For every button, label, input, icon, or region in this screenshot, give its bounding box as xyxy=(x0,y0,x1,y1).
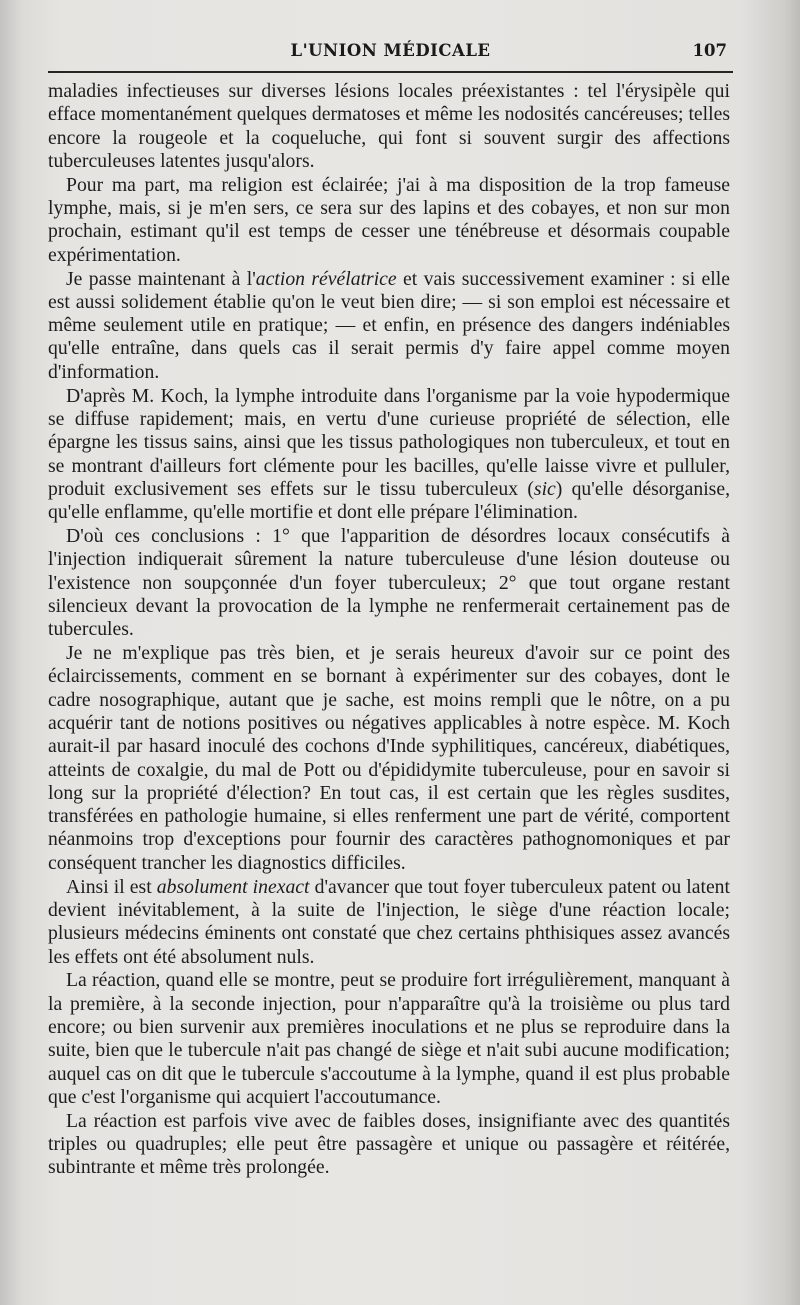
paragraph: La réaction, quand elle se montre, peut se produire fort irrégulièrement, manquant à la première, à la seconde injection, pour n'apparaître qu'à la troisième ou plus tard encore; ou bien survenir aux premières inoculations et ne plus se reproduire dans la suite, bien que le tubercule n'ait pas changé de siège et n'ait subi aucune modification; auquel cas on dit que le tubercule s'accoutume à la lymphe, quand il est plus probable que c'est l'organisme qui acquiert l'accoutumance. xyxy=(48,969,730,1108)
page-header xyxy=(48,38,733,72)
paragraph: D'après M. Koch, la lymphe introduite dans l'organisme par la voie hypodermique se diffuse rapidement; mais, en vertu d'une curieuse propriété de sélection, elle épargne les tissus sains, ainsi que les tissus pathologiques non tuberculeux, et tout en se montrant d'ailleurs fort clémente pour les bacilles, qu'elle laisse vivre et pulluler, produit exclusivement ses effets sur le tissu tuberculeux (sic) qu'elle désorganise, qu'elle enflamme, qu'elle mortifie et dont elle prépare l'élimination. xyxy=(48,384,730,524)
paragraph: Je ne m'explique pas très bien, et je serais heureux d'avoir sur ce point des éclaircissements, comment en se bornant à expérimenter sur des cobayes, dont le cadre nosographique, autant que je sache, est moins rempli que le nôtre, on a pu acquérir tant de notions positives ou négatives applicables à notre espèce. M. Koch aurait-il par hasard inoculé des cochons d'Inde syphilitiques, cancéreux, diabétiques, atteints de coxalgie, du mal de Pott ou d'épididymite tuberculeuse, pour en savoir si long sur la propriété d'élection? En tout cas, il est certain que les règles susdites, transférées en pathologie humaine, si elles renferment une part de vérité, comportent néanmoins trop d'exceptions pour fournir des caractères pathognomoniques et par conséquent trancher les diagnostics difficiles. xyxy=(48,642,730,874)
paragraph: Ainsi il est absolument inexact d'avancer que tout foyer tuberculeux patent ou latent devient inévitablement, à la suite de l'injection, le siège d'une réaction locale; plusieurs médecins éminents ont constaté que chez certains phthisiques assez avancés les effets ont été absolument nuls. xyxy=(48,875,730,968)
paragraph: La réaction est parfois vive avec de faibles doses, insignifiante avec des quantités triples ou quadruples; elle peut être passagère et unique ou passagère et réitérée, subintrante et même très prolongée. xyxy=(48,1109,730,1179)
paragraph: Je passe maintenant à l'action révélatrice et vais successivement examiner : si elle est aussi solidement établie qu'on le veut bien dire; — si son emploi est nécessaire et même seulement utile en pratique; — et enfin, en présence des dangers indéniables qu'elle entraîne, dans quels cas il serait permis d'y faire appel comme moyen d'information. xyxy=(48,267,730,383)
paragraph: Pour ma part, ma religion est éclairée; j'ai à ma disposition de la trop fameuse lymphe, mais, si je m'en sers, ce sera sur des lapins et des cobayes, et non sur mon prochain, estimant qu'il est temps de cesser une ténébreuse et désormais coupable expérimentation. xyxy=(48,173,730,266)
page-number: 107 xyxy=(692,41,727,60)
header-rule xyxy=(48,71,733,73)
body-text xyxy=(48,80,730,1180)
paragraph: D'où ces conclusions : 1° que l'apparition de désordres locaux consécutifs à l'injection indiquerait sûrement la nature tuberculeuse d'une lésion douteuse ou l'existence non soupçonnée d'un foyer tuberculeux; 2° que tout organe restant silencieux devant la provocation de la lymphe ne renfermerait certainement pas de tubercules. xyxy=(48,525,730,641)
italic-phrase: action révélatrice xyxy=(255,267,397,290)
paragraph-continued: maladies infectieuses sur diverses lésions locales préexistantes : tel l'érysipèle qui efface momentanément quelques dermatoses et même les nodosités cancéreuses; telles encore la rougeole et la coqueluche, qui font si souvent surgir des affections tuberculeuses latentes jusqu'alors. xyxy=(48,80,730,172)
running-title: L'UNION MÉDICALE xyxy=(290,41,491,60)
italic-phrase: sic xyxy=(533,477,556,500)
italic-phrase: absolument inexact xyxy=(156,875,310,898)
